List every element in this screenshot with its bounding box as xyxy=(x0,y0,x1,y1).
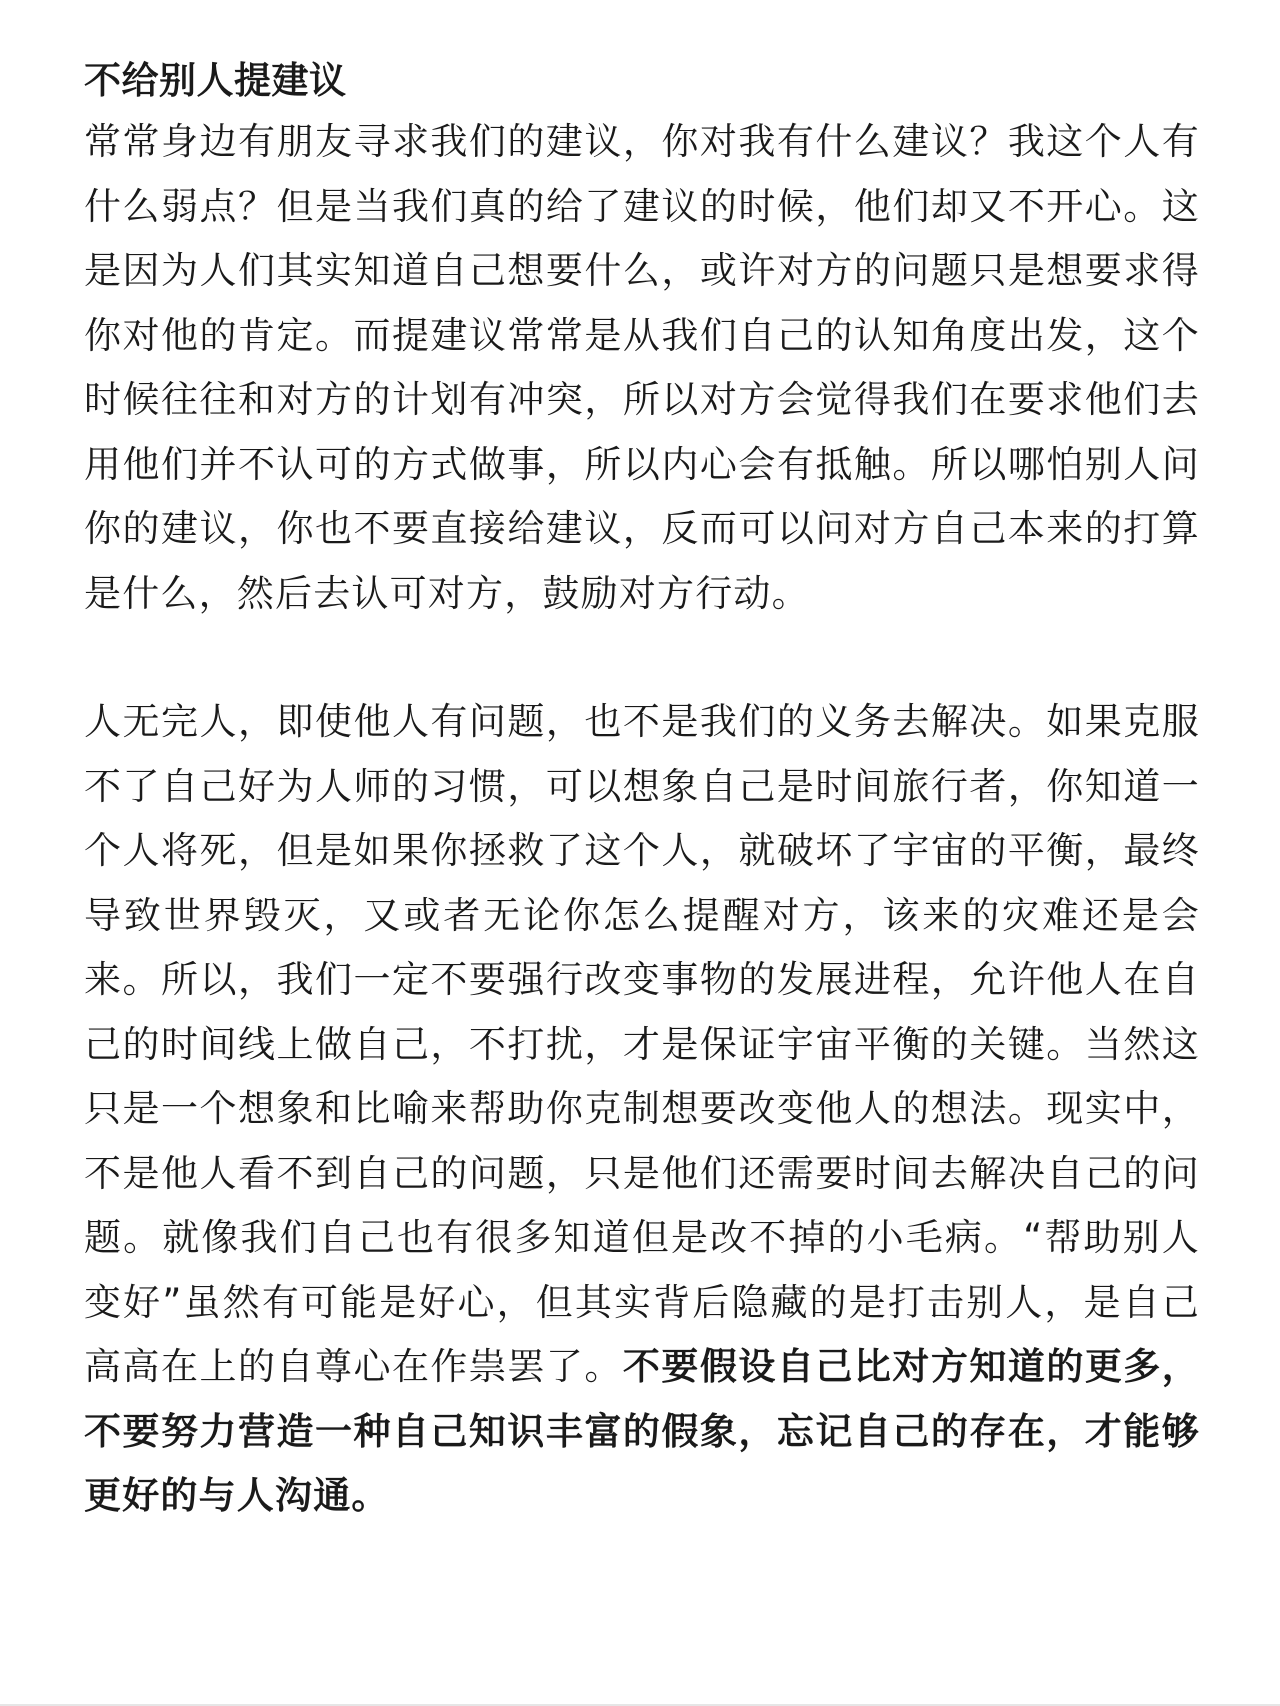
article xyxy=(84,52,1200,1529)
paragraph-2 xyxy=(84,690,1200,1529)
paragraph-2-emphasis: 不要假设自己比对方知道的更多，不要努力营造一种自己知识丰富的假象，忘记自己的存在，才能够更好的与人沟通。 xyxy=(84,1345,1200,1517)
paragraph-2-text: 人无完人，即使他人有问题，也不是我们的义务去解决。如果克服不了自己好为人师的习惯，可以想象自己是时间旅行者，你知道一个人将死，但是如果你拯救了这个人，就破坏了宇宙的平衡，最终导致世界毁灭，又或者无论你怎么提醒对方，该来的灾难还是会来。所以，我们一定不要强行改变事物的发展进程，允许他人在自己的时间线上做自己，不打扰，才是保证宇宙平衡的关键。当然这只是一个想象和比喻来帮助你克制想要改变他人的想法。现实中，不是他人看不到自己的问题，只是他们还需要时间去解决自己的问题。就像我们自己也有很多知道但是改不掉的小毛病。“帮助别人变好”虽然有可能是好心，但其实背后隐藏的是打击别人，是自己高高在上的自尊心在作祟罢了。 xyxy=(84,700,1200,1388)
paragraph-1: 常常身边有朋友寻求我们的建议，你对我有什么建议？我这个人有什么弱点？但是当我们真的给了建议的时候，他们却又不开心。这是因为人们其实知道自己想要什么，或许对方的问题只是想要求得你对他的肯定。而提建议常常是从我们自己的认知角度出发，这个时候往往和对方的计划有冲突，所以对方会觉得我们在要求他们去用他们并不认可的方式做事，所以内心会有抵触。所以哪怕别人问你的建议，你也不要直接给建议，反而可以问对方自己本来的打算是什么，然后去认可对方，鼓励对方行动。 xyxy=(84,120,1200,615)
article-title: 不给别人提建议 xyxy=(84,59,347,102)
